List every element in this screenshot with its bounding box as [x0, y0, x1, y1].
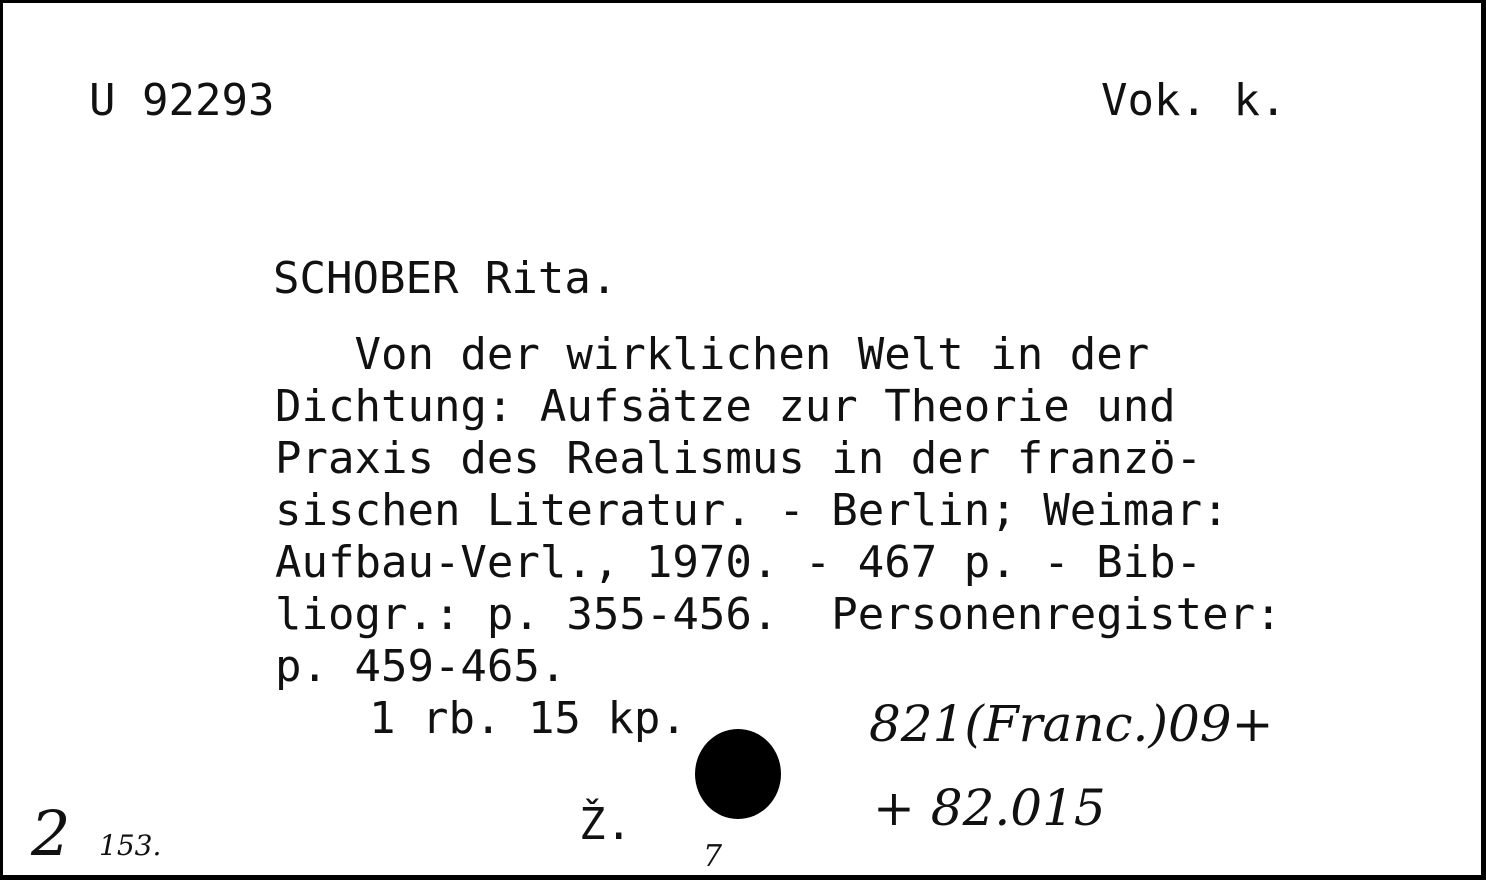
z-mark: Ž.: [579, 799, 632, 850]
description-line: Aufbau-Verl., 1970. - 467 p. - Bib-: [275, 537, 1203, 588]
description-line: Praxis des Realismus in der franzö-: [275, 433, 1203, 484]
handwritten-mark: 7: [703, 839, 723, 874]
description-line: sischen Literatur. - Berlin; Weimar:: [275, 485, 1229, 536]
handwritten-small-note: 153.: [99, 829, 162, 862]
description-line: liogr.: p. 355-456. Personenregister:: [275, 589, 1282, 640]
punched-hole-dot: [695, 729, 781, 819]
handwritten-number: 2: [31, 797, 71, 870]
description-line: Von der wirklichen Welt in der: [275, 329, 1150, 380]
handwritten-classification-secondary: + 82.015: [873, 779, 1106, 837]
call-number: U 92293: [89, 75, 275, 126]
price: 1 rb. 15 kp.: [369, 693, 687, 744]
author-name: SCHOBER Rita.: [273, 253, 618, 304]
collection-mark: Vok. k.: [1101, 75, 1287, 126]
description-line: Dichtung: Aufsätze zur Theorie und: [275, 381, 1176, 432]
catalog-card: [2, 2, 1482, 876]
description-line: p. 459-465.: [275, 641, 567, 692]
handwritten-classification: 821(Franc.)09+: [869, 695, 1274, 753]
